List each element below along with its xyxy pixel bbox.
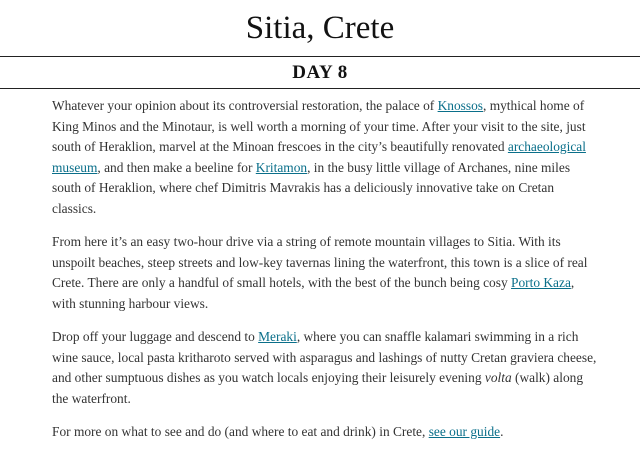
link-porto-kaza[interactable]: Porto Kaza <box>511 275 571 290</box>
article-body <box>52 96 600 456</box>
link-archaeological-museum[interactable]: archaeological museum <box>52 139 586 175</box>
link-see-our-guide[interactable]: see our guide <box>428 424 501 439</box>
link-kritamon[interactable]: Kritamon <box>255 159 308 175</box>
day-heading: DAY 8 <box>292 62 348 83</box>
paragraph-knossos: Whatever your opinion about its controversial restoration, the palace of Knossos, mythical home of King Minos and the Minotaur, is well worth a morning of your time. After your visit to the site, just south of Heraklion, marvel at the Minoan frescoes in the city’s beautifully renovated archaeological museum, and then make a beeline for Kritamon, in the busy little village of Archanes, nine miles south of Heraklion, where chef Dimitris Mavrakis has a deliciously innovative take on Cretan classics. <box>52 98 586 216</box>
paragraph-guide: For more on what to see and do (and where to eat and drink) in Crete, see our guide. <box>52 424 504 439</box>
divider-top <box>0 56 640 57</box>
paragraph-meraki: Drop off your luggage and descend to Meraki, where you can snaffle kalamari swimming in a rich wine sauce, local pasta kritharoto served with asparagus and lashings of nutty Cretan graviera cheese, and other sumptuous dishes as you watch locals enjoying their leisurely evening volta (walk) along the waterfront. <box>52 329 597 406</box>
link-knossos[interactable]: Knossos <box>437 98 483 113</box>
link-meraki[interactable]: Meraki <box>258 329 297 344</box>
divider-bottom <box>0 88 640 89</box>
volta-italic: volta <box>484 370 512 385</box>
page-title: Sitia, Crete <box>245 10 395 46</box>
paragraph-sitia: From here it’s an easy two-hour drive via a string of remote mountain villages to Sitia. With its unspoilt beaches, steep streets and low-key tavernas lining the waterfront, this town is a slice of real Crete. There are only a handful of small hotels, with the best of the bunch being cosy Porto Kaza, with stunning harbour views. <box>52 234 588 311</box>
